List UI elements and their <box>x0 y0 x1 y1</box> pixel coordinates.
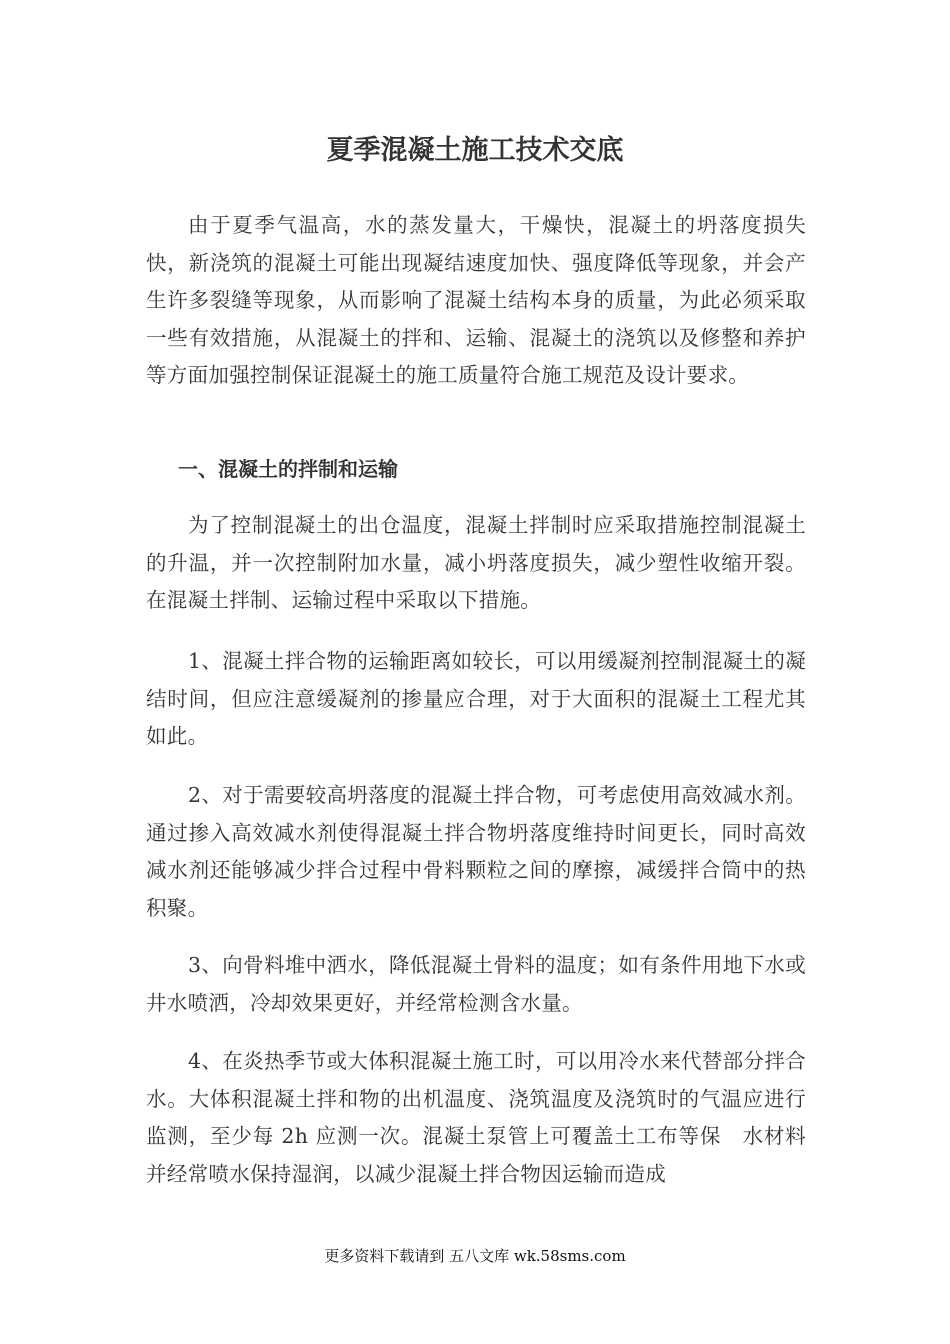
list-item-2: 2、对于需要较高坍落度的混凝土拌合物，可考虑使用高效减水剂。通过掺入高效减水剂使得混凝土拌合物坍落度维持时间更长，同时高效减水剂还能够减少拌合过程中骨料颗粒之间的摩擦，减缓拌合筒中的热积聚。 <box>146 783 806 920</box>
list-item-3: 3、向骨料堆中洒水，降低混凝土骨料的温度；如有条件用地下水或井水喷洒，冷却效果更好，并经常检测含水量。 <box>146 953 806 1015</box>
intro-paragraph: 由于夏季气温高，水的蒸发量大，干燥快，混凝土的坍落度损失快，新浇筑的混凝土可能出现凝结速度加快、强度降低等现象，并会产生许多裂缝等现象，从而影响了混凝土结构本身的质量，为此必须采取一些有效措施，从混凝土的拌和、运输、混凝土的浇筑以及修整和养护等方面加强控制保证混凝土的施工质量符合施工规范及设计要求。 <box>146 213 806 387</box>
section-heading-mixing-transport: 一、混凝土的拌制和运输 <box>178 457 398 481</box>
footer-text: 更多资料下载请到 五八文库 wk.58sms.com <box>324 1247 626 1265</box>
section-intro-paragraph: 为了控制混凝土的出仓温度，混凝土拌制时应采取措施控制混凝土的升温，并一次控制附加水量，减小坍落度损失，减少塑性收缩开裂。在混凝土拌制、运输过程中采取以下措施。 <box>146 513 806 612</box>
list-item-1: 1、混凝土拌合物的运输距离如较长，可以用缓凝剂控制混凝土的凝结时间，但应注意缓凝剂的掺量应合理，对于大面积的混凝土工程尤其如此。 <box>146 649 806 748</box>
list-item-4: 4、在炎热季节或大体积混凝土施工时，可以用冷水来代替部分拌合水。大体积混凝土拌和物的出机温度、浇筑温度及浇筑时的气温应进行监测，至少每 2h 应测一次。混凝土泵管上可覆盖土工布等保 水材料并经常喷水保持湿润，以减少混凝土拌合物因运输而造成 <box>146 1049 806 1186</box>
document-title: 夏季混凝土施工技术交底 <box>326 135 624 166</box>
